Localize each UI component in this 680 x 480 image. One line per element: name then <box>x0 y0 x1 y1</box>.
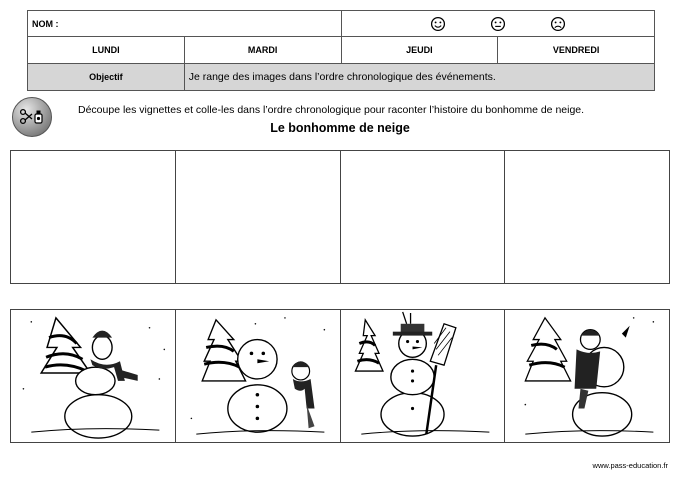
answer-box[interactable] <box>505 151 669 283</box>
footer-website: www.pass-education.fr <box>592 461 668 470</box>
day-jeudi: JEUDI <box>341 37 498 63</box>
child-hugging-snowman-icon <box>505 310 669 442</box>
day-mardi: MARDI <box>184 37 341 63</box>
answer-box[interactable] <box>341 151 506 283</box>
snowman-with-hat-broom-icon <box>341 310 505 442</box>
answer-box[interactable] <box>11 151 176 283</box>
sad-face-icon <box>550 16 566 32</box>
answer-grid <box>10 150 670 284</box>
answer-box[interactable] <box>176 151 341 283</box>
header-table <box>27 10 655 91</box>
vignette-grid <box>10 309 670 443</box>
vignette[interactable] <box>176 310 341 442</box>
day-lundi: LUNDI <box>28 37 185 63</box>
name-label: NOM : <box>28 11 342 37</box>
day-vendredi: VENDREDI <box>498 37 655 63</box>
vignette[interactable] <box>505 310 669 442</box>
vignette[interactable] <box>11 310 176 442</box>
page-title: Le bonhomme de neige <box>270 121 410 135</box>
vignette[interactable] <box>341 310 506 442</box>
neutral-face-icon <box>490 16 506 32</box>
smiling-face-icon <box>430 16 446 32</box>
objectif-text: Je range des images dans l’ordre chronologique des événements. <box>184 63 654 90</box>
snowman-with-child-icon <box>176 310 340 442</box>
faces-cell <box>341 11 655 37</box>
snowman-building-child-icon <box>11 310 175 442</box>
instruction-text: Découpe les vignettes et colle-les dans l’ordre chronologique pour raconter l’histoire du bonhomme de neige. <box>78 104 585 116</box>
objectif-label: Objectif <box>28 63 185 90</box>
